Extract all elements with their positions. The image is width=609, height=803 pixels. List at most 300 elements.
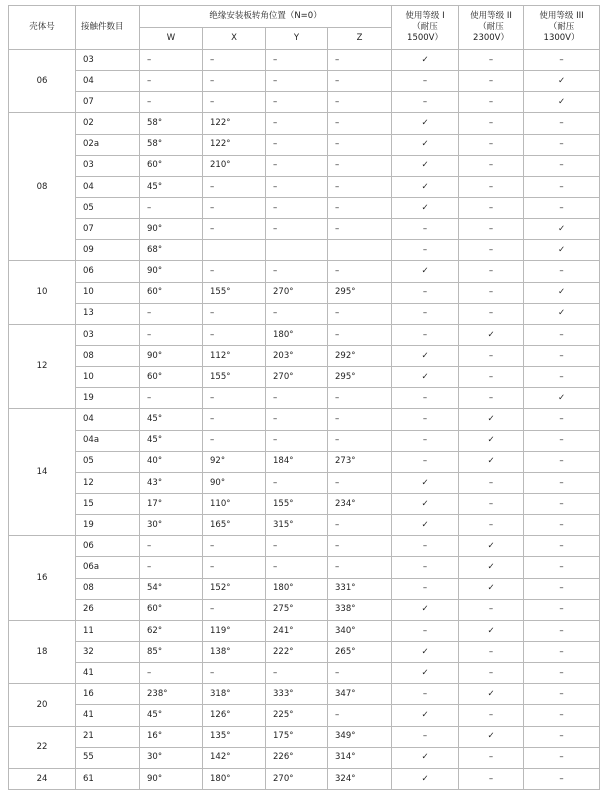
angle-y-cell: 270° bbox=[266, 282, 328, 303]
angle-z-cell: 273° bbox=[328, 451, 392, 472]
angle-w-cell: – bbox=[140, 663, 203, 684]
grade-1-cell: – bbox=[392, 536, 459, 557]
table-row bbox=[9, 324, 600, 345]
angle-w-cell: 68° bbox=[140, 240, 203, 261]
grade-1-cell: – bbox=[392, 430, 459, 451]
angle-y-cell: 275° bbox=[266, 599, 328, 620]
angle-w-cell: 238° bbox=[140, 684, 203, 705]
angle-x-cell: – bbox=[203, 92, 266, 113]
angle-x-cell: 142° bbox=[203, 747, 266, 768]
grade-2-cell: ✓ bbox=[459, 684, 524, 705]
angle-header-x: X bbox=[203, 28, 266, 50]
angle-z-cell: – bbox=[328, 430, 392, 451]
table-row bbox=[9, 515, 600, 536]
grade-3-cell: – bbox=[524, 747, 600, 768]
contact-count-cell: 41 bbox=[76, 705, 140, 726]
table-row bbox=[9, 493, 600, 514]
grade-3-cell: – bbox=[524, 409, 600, 430]
contact-count-cell: 12 bbox=[76, 472, 140, 493]
contact-count-cell: 02 bbox=[76, 113, 140, 134]
angle-y-cell: – bbox=[266, 409, 328, 430]
table-row bbox=[9, 303, 600, 324]
shell-number-cell: 10 bbox=[9, 261, 76, 324]
grade-3-cell: – bbox=[524, 134, 600, 155]
angle-x-cell: – bbox=[203, 303, 266, 324]
grade-2-cell: – bbox=[459, 50, 524, 71]
grade-2-cell: – bbox=[459, 493, 524, 514]
grade-3-cell: – bbox=[524, 451, 600, 472]
grade-3-cell: – bbox=[524, 367, 600, 388]
angle-w-cell: – bbox=[140, 324, 203, 345]
angle-w-cell: 60° bbox=[140, 599, 203, 620]
angle-w-cell: 16° bbox=[140, 726, 203, 747]
angle-x-cell: – bbox=[203, 197, 266, 218]
contact-count-cell: 41 bbox=[76, 663, 140, 684]
grade-2-cell: ✓ bbox=[459, 430, 524, 451]
contact-count-cell: 03 bbox=[76, 50, 140, 71]
angle-z-cell: – bbox=[328, 261, 392, 282]
angle-x-cell: 180° bbox=[203, 768, 266, 789]
contact-count-cell: 06 bbox=[76, 261, 140, 282]
grade-2-line3: 2300V） bbox=[473, 33, 509, 44]
grade-2-cell: – bbox=[459, 768, 524, 789]
contact-count-cell: 06a bbox=[76, 557, 140, 578]
angle-w-cell: – bbox=[140, 388, 203, 409]
grade-2-cell: – bbox=[459, 388, 524, 409]
grade-2-cell: – bbox=[459, 705, 524, 726]
grade-1-cell: – bbox=[392, 71, 459, 92]
angle-y-cell: 180° bbox=[266, 324, 328, 345]
angle-group-header: 绝缘安装板转角位置（N=0） bbox=[140, 6, 392, 28]
grade-2-cell: – bbox=[459, 472, 524, 493]
angle-w-cell: 43° bbox=[140, 472, 203, 493]
grade-1-line1: 使用等级 I bbox=[405, 10, 445, 21]
angle-w-cell: 17° bbox=[140, 493, 203, 514]
angle-y-cell: 333° bbox=[266, 684, 328, 705]
grade-1-cell: ✓ bbox=[392, 515, 459, 536]
grade-2-cell: – bbox=[459, 155, 524, 176]
grade-1-cell: – bbox=[392, 219, 459, 240]
angle-x-cell: – bbox=[203, 50, 266, 71]
shell-number-cell: 08 bbox=[9, 113, 76, 261]
angle-x-cell: – bbox=[203, 409, 266, 430]
grade-3-cell: – bbox=[524, 620, 600, 641]
angle-w-cell: 85° bbox=[140, 641, 203, 662]
angle-x-cell: – bbox=[203, 388, 266, 409]
contact-count-cell: 19 bbox=[76, 515, 140, 536]
angle-y-cell: – bbox=[266, 219, 328, 240]
grade-3-cell: – bbox=[524, 684, 600, 705]
grade-3-cell: ✓ bbox=[524, 303, 600, 324]
grade-1-cell: ✓ bbox=[392, 747, 459, 768]
grade-2-cell: ✓ bbox=[459, 726, 524, 747]
contact-count-cell: 08 bbox=[76, 578, 140, 599]
angle-y-cell: 270° bbox=[266, 367, 328, 388]
grade-3-cell: – bbox=[524, 557, 600, 578]
angle-z-cell: – bbox=[328, 134, 392, 155]
angle-w-cell: 62° bbox=[140, 620, 203, 641]
angle-w-cell: 45° bbox=[140, 176, 203, 197]
table-row bbox=[9, 557, 600, 578]
table-row bbox=[9, 219, 600, 240]
grade-3-cell: – bbox=[524, 641, 600, 662]
grade-2-cell: – bbox=[459, 599, 524, 620]
table-row bbox=[9, 726, 600, 747]
angle-w-cell: 60° bbox=[140, 155, 203, 176]
angle-w-cell: 90° bbox=[140, 219, 203, 240]
grade-1-header bbox=[392, 6, 459, 50]
contact-count-cell: 05 bbox=[76, 197, 140, 218]
grade-1-cell: ✓ bbox=[392, 768, 459, 789]
angle-w-cell: 30° bbox=[140, 515, 203, 536]
grade-2-line1: 使用等级 II bbox=[470, 10, 512, 21]
angle-y-cell: – bbox=[266, 303, 328, 324]
grade-3-cell: – bbox=[524, 515, 600, 536]
table-row bbox=[9, 684, 600, 705]
table-row bbox=[9, 663, 600, 684]
grade-3-cell: ✓ bbox=[524, 92, 600, 113]
table-row bbox=[9, 430, 600, 451]
grade-1-cell: – bbox=[392, 282, 459, 303]
table-body bbox=[9, 50, 600, 790]
angle-w-cell: – bbox=[140, 197, 203, 218]
angle-z-cell: 295° bbox=[328, 282, 392, 303]
angle-x-cell: 210° bbox=[203, 155, 266, 176]
grade-1-cell: – bbox=[392, 324, 459, 345]
angle-y-cell: – bbox=[266, 176, 328, 197]
grade-3-cell: ✓ bbox=[524, 388, 600, 409]
angle-y-cell: – bbox=[266, 536, 328, 557]
table-row bbox=[9, 747, 600, 768]
angle-z-cell: 338° bbox=[328, 599, 392, 620]
angle-w-cell: – bbox=[140, 536, 203, 557]
angle-y-cell: 203° bbox=[266, 345, 328, 366]
angle-z-cell: – bbox=[328, 176, 392, 197]
grade-1-cell: – bbox=[392, 451, 459, 472]
grade-2-cell: – bbox=[459, 641, 524, 662]
angle-y-cell: – bbox=[266, 155, 328, 176]
angle-y-cell: 226° bbox=[266, 747, 328, 768]
grade-1-cell: ✓ bbox=[392, 50, 459, 71]
angle-x-cell: 318° bbox=[203, 684, 266, 705]
angle-w-cell: – bbox=[140, 303, 203, 324]
angle-x-cell: – bbox=[203, 557, 266, 578]
grade-2-cell: – bbox=[459, 303, 524, 324]
angle-y-cell bbox=[266, 240, 328, 261]
grade-1-cell: ✓ bbox=[392, 155, 459, 176]
contact-count-cell: 26 bbox=[76, 599, 140, 620]
grade-2-cell: ✓ bbox=[459, 557, 524, 578]
angle-z-cell: – bbox=[328, 303, 392, 324]
angle-x-cell: – bbox=[203, 219, 266, 240]
angle-x-cell: – bbox=[203, 324, 266, 345]
angle-z-cell: – bbox=[328, 472, 392, 493]
angle-z-cell: – bbox=[328, 219, 392, 240]
grade-2-cell: – bbox=[459, 261, 524, 282]
angle-x-cell: – bbox=[203, 261, 266, 282]
shell-number-cell: 14 bbox=[9, 409, 76, 536]
grade-2-cell: ✓ bbox=[459, 578, 524, 599]
grade-3-cell: ✓ bbox=[524, 71, 600, 92]
grade-1-cell: ✓ bbox=[392, 493, 459, 514]
grade-3-line2: （耐压 bbox=[548, 21, 575, 32]
angle-z-cell: 292° bbox=[328, 345, 392, 366]
table-row bbox=[9, 155, 600, 176]
grade-1-cell: – bbox=[392, 240, 459, 261]
table-row bbox=[9, 134, 600, 155]
grade-2-cell: ✓ bbox=[459, 324, 524, 345]
angle-y-cell: – bbox=[266, 472, 328, 493]
grade-2-cell: – bbox=[459, 219, 524, 240]
angle-header-w: W bbox=[140, 28, 203, 50]
grade-1-cell: ✓ bbox=[392, 197, 459, 218]
grade-2-cell: – bbox=[459, 663, 524, 684]
contact-count-cell: 11 bbox=[76, 620, 140, 641]
angle-w-cell: 40° bbox=[140, 451, 203, 472]
table-row bbox=[9, 282, 600, 303]
grade-2-cell: – bbox=[459, 113, 524, 134]
grade-1-cell: ✓ bbox=[392, 261, 459, 282]
contact-count-cell: 21 bbox=[76, 726, 140, 747]
angle-z-cell: – bbox=[328, 50, 392, 71]
contact-count-cell: 02a bbox=[76, 134, 140, 155]
angle-y-cell: 315° bbox=[266, 515, 328, 536]
table-row bbox=[9, 409, 600, 430]
grade-3-cell: – bbox=[524, 261, 600, 282]
grade-1-cell: ✓ bbox=[392, 134, 459, 155]
grade-1-line2: （耐压 bbox=[412, 21, 438, 32]
angle-header-y: Y bbox=[266, 28, 328, 50]
angle-y-cell: – bbox=[266, 430, 328, 451]
contact-count-cell: 08 bbox=[76, 345, 140, 366]
grade-2-cell: – bbox=[459, 282, 524, 303]
grade-3-cell: – bbox=[524, 197, 600, 218]
table-row bbox=[9, 71, 600, 92]
angle-x-cell: 126° bbox=[203, 705, 266, 726]
angle-z-cell: – bbox=[328, 197, 392, 218]
table-row bbox=[9, 641, 600, 662]
grade-1-cell: ✓ bbox=[392, 705, 459, 726]
table-row bbox=[9, 705, 600, 726]
angle-w-cell: – bbox=[140, 557, 203, 578]
contact-count-cell: 10 bbox=[76, 367, 140, 388]
angle-x-cell: – bbox=[203, 599, 266, 620]
angle-z-cell: 314° bbox=[328, 747, 392, 768]
contact-count-cell: 07 bbox=[76, 92, 140, 113]
angle-header-z: Z bbox=[328, 28, 392, 50]
grade-1-cell: ✓ bbox=[392, 367, 459, 388]
angle-w-cell: 90° bbox=[140, 261, 203, 282]
angle-w-cell: 90° bbox=[140, 768, 203, 789]
grade-2-cell: – bbox=[459, 92, 524, 113]
grade-3-cell: – bbox=[524, 50, 600, 71]
table-row bbox=[9, 92, 600, 113]
grade-2-cell: – bbox=[459, 240, 524, 261]
contact-count-cell: 04a bbox=[76, 430, 140, 451]
angle-x-cell: 122° bbox=[203, 134, 266, 155]
contact-count-cell: 03 bbox=[76, 155, 140, 176]
grade-1-cell: – bbox=[392, 388, 459, 409]
angle-grade-table bbox=[8, 5, 600, 790]
angle-x-cell: 90° bbox=[203, 472, 266, 493]
table-row bbox=[9, 388, 600, 409]
grade-3-line1: 使用等级 III bbox=[539, 10, 584, 21]
angle-x-cell: 155° bbox=[203, 282, 266, 303]
grade-2-cell: – bbox=[459, 515, 524, 536]
contact-count-cell: 19 bbox=[76, 388, 140, 409]
shell-number-cell: 22 bbox=[9, 726, 76, 768]
angle-w-cell: 45° bbox=[140, 705, 203, 726]
grade-2-cell: – bbox=[459, 134, 524, 155]
angle-z-cell: 349° bbox=[328, 726, 392, 747]
contact-count-cell: 13 bbox=[76, 303, 140, 324]
grade-3-line3: 1300V） bbox=[543, 33, 580, 44]
angle-y-cell: – bbox=[266, 134, 328, 155]
angle-y-cell: 155° bbox=[266, 493, 328, 514]
grade-1-cell: ✓ bbox=[392, 663, 459, 684]
angle-z-cell: 265° bbox=[328, 641, 392, 662]
grade-1-cell: – bbox=[392, 409, 459, 430]
angle-z-cell: – bbox=[328, 71, 392, 92]
grade-2-cell: – bbox=[459, 367, 524, 388]
angle-w-cell: – bbox=[140, 92, 203, 113]
angle-y-cell: – bbox=[266, 92, 328, 113]
contact-count-cell: 04 bbox=[76, 71, 140, 92]
angle-z-cell: – bbox=[328, 155, 392, 176]
grade-2-cell: ✓ bbox=[459, 451, 524, 472]
grade-3-cell: – bbox=[524, 176, 600, 197]
grade-3-cell: – bbox=[524, 599, 600, 620]
angle-x-cell: – bbox=[203, 71, 266, 92]
grade-2-cell: – bbox=[459, 197, 524, 218]
angle-z-cell: 234° bbox=[328, 493, 392, 514]
angle-w-cell: – bbox=[140, 50, 203, 71]
table-row bbox=[9, 113, 600, 134]
angle-w-cell: 60° bbox=[140, 367, 203, 388]
grade-1-cell: – bbox=[392, 620, 459, 641]
table-row bbox=[9, 578, 600, 599]
angle-y-cell: – bbox=[266, 261, 328, 282]
angle-w-cell: 45° bbox=[140, 409, 203, 430]
angle-z-cell: 324° bbox=[328, 768, 392, 789]
grade-1-cell: – bbox=[392, 684, 459, 705]
angle-y-cell: – bbox=[266, 113, 328, 134]
angle-x-cell: 112° bbox=[203, 345, 266, 366]
grade-3-cell: – bbox=[524, 324, 600, 345]
grade-3-cell: – bbox=[524, 536, 600, 557]
shell-number-cell: 16 bbox=[9, 536, 76, 621]
shell-number-cell: 24 bbox=[9, 768, 76, 789]
angle-y-cell: 184° bbox=[266, 451, 328, 472]
grade-1-cell: – bbox=[392, 92, 459, 113]
grade-2-cell: – bbox=[459, 176, 524, 197]
angle-z-cell: – bbox=[328, 113, 392, 134]
table-row bbox=[9, 50, 600, 71]
shell-number-cell: 18 bbox=[9, 620, 76, 683]
angle-y-cell: 175° bbox=[266, 726, 328, 747]
contact-count-cell: 06 bbox=[76, 536, 140, 557]
angle-z-cell: – bbox=[328, 324, 392, 345]
table-row bbox=[9, 768, 600, 789]
grade-1-cell: ✓ bbox=[392, 599, 459, 620]
grade-3-cell: – bbox=[524, 705, 600, 726]
angle-x-cell: 122° bbox=[203, 113, 266, 134]
angle-y-cell: 225° bbox=[266, 705, 328, 726]
angle-x-cell: 92° bbox=[203, 451, 266, 472]
angle-y-cell: – bbox=[266, 388, 328, 409]
grade-3-cell: ✓ bbox=[524, 282, 600, 303]
grade-3-cell: ✓ bbox=[524, 240, 600, 261]
angle-w-cell: 30° bbox=[140, 747, 203, 768]
angle-z-cell: – bbox=[328, 515, 392, 536]
contact-count-cell: 04 bbox=[76, 409, 140, 430]
grade-1-cell: ✓ bbox=[392, 113, 459, 134]
angle-x-cell: – bbox=[203, 430, 266, 451]
grade-3-cell: – bbox=[524, 663, 600, 684]
angle-x-cell: 110° bbox=[203, 493, 266, 514]
grade-2-cell: – bbox=[459, 345, 524, 366]
angle-x-cell: 152° bbox=[203, 578, 266, 599]
contact-count-cell: 10 bbox=[76, 282, 140, 303]
grade-1-cell: – bbox=[392, 303, 459, 324]
angle-w-cell: 90° bbox=[140, 345, 203, 366]
grade-2-line2: （耐压 bbox=[478, 21, 504, 32]
angle-z-cell: 340° bbox=[328, 620, 392, 641]
grade-1-cell: ✓ bbox=[392, 345, 459, 366]
angle-y-cell: 270° bbox=[266, 768, 328, 789]
angle-z-cell: 331° bbox=[328, 578, 392, 599]
angle-z-cell: – bbox=[328, 663, 392, 684]
contact-count-cell: 32 bbox=[76, 641, 140, 662]
angle-w-cell: 58° bbox=[140, 134, 203, 155]
angle-z-cell bbox=[328, 240, 392, 261]
grade-2-header bbox=[459, 6, 524, 50]
grade-1-cell: ✓ bbox=[392, 176, 459, 197]
angle-x-cell: 155° bbox=[203, 367, 266, 388]
angle-y-cell: – bbox=[266, 71, 328, 92]
angle-z-cell: 347° bbox=[328, 684, 392, 705]
grade-3-header bbox=[524, 6, 600, 50]
table-row bbox=[9, 197, 600, 218]
angle-z-cell: – bbox=[328, 705, 392, 726]
angle-w-cell: 54° bbox=[140, 578, 203, 599]
angle-z-cell: – bbox=[328, 536, 392, 557]
contact-count-cell: 15 bbox=[76, 493, 140, 514]
contact-count-cell: 03 bbox=[76, 324, 140, 345]
angle-x-cell: 165° bbox=[203, 515, 266, 536]
table-row bbox=[9, 261, 600, 282]
angle-x-cell: 138° bbox=[203, 641, 266, 662]
shell-number-cell: 20 bbox=[9, 684, 76, 726]
grade-2-cell: ✓ bbox=[459, 536, 524, 557]
contact-count-cell: 05 bbox=[76, 451, 140, 472]
table-row bbox=[9, 345, 600, 366]
angle-y-cell: – bbox=[266, 197, 328, 218]
angle-y-cell: – bbox=[266, 663, 328, 684]
grade-3-cell: – bbox=[524, 155, 600, 176]
angle-z-cell: – bbox=[328, 409, 392, 430]
grade-3-cell: – bbox=[524, 472, 600, 493]
grade-1-cell: ✓ bbox=[392, 641, 459, 662]
contact-count-cell: 16 bbox=[76, 684, 140, 705]
grade-1-cell: – bbox=[392, 557, 459, 578]
angle-z-cell: – bbox=[328, 388, 392, 409]
angle-x-cell bbox=[203, 240, 266, 261]
table-row bbox=[9, 451, 600, 472]
contact-count-cell: 07 bbox=[76, 219, 140, 240]
table-row bbox=[9, 367, 600, 388]
grade-2-cell: ✓ bbox=[459, 409, 524, 430]
